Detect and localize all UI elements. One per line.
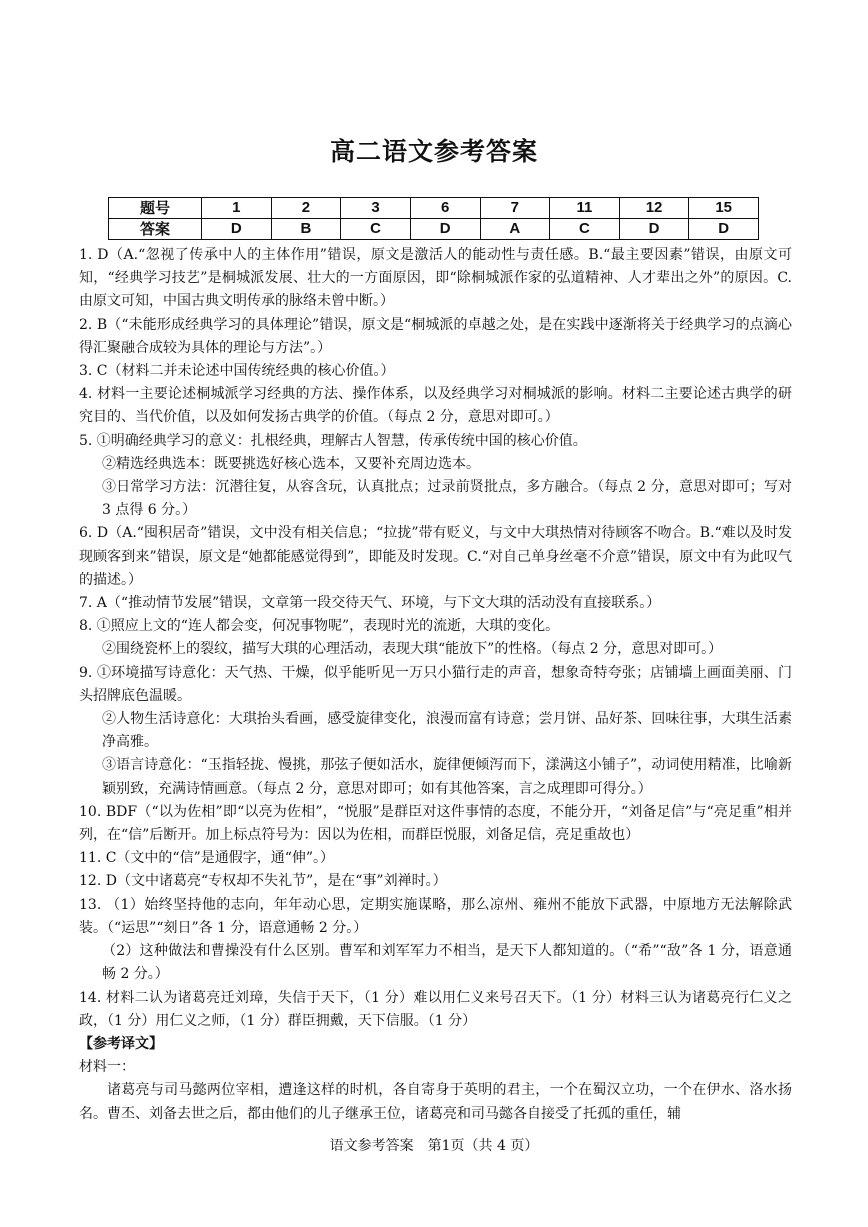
answer-item: 5. ①明确经典学习的意义：扎根经典，理解古人智慧，传承传统中国的核心价值。 <box>79 432 587 449</box>
answer-cell: C <box>550 219 620 240</box>
answer-item: 1. D（A.“忽视了传承中人的主体作用”错误，原文是激活人的能动性与责任感。B.“最主要因素”错误，由原文可知，“经典学习技艺”是桐城派发展、壮大的一方面原因，即“除桐城派作家的弘道精神、人才辈出之外”的原因。C.由原文可知，中国古典文明传承的脉络未曾中断。） <box>79 247 792 310</box>
answer-header: 答案 <box>109 219 202 240</box>
answer-item: ③语言诗意化：“玉指轻拢、慢挑，那弦子便如活水，旋律便倾泻而下，漾满这小铺子”，动词使用精准，比喻新颖别致，充满诗情画意。（每点 2 分，意思对即可；如有其他答案，言之成理即可得分。） <box>102 757 792 797</box>
answer-item: ②人物生活诗意化：大琪抬头看画，感受旋律变化，浪漫而富有诗意；尝月饼、品好茶、回味往事，大琪生活素净高雅。 <box>102 711 792 751</box>
answer-cell: D <box>202 219 272 240</box>
answer-item: 11. C（文中的“信”是通假字，通“伸”。） <box>79 850 335 867</box>
question-number-cell: 2 <box>271 198 341 219</box>
question-number-cell: 7 <box>480 198 550 219</box>
question-number-row <box>109 198 759 219</box>
question-number-cell: 15 <box>689 198 759 219</box>
answer-cell: D <box>619 219 689 240</box>
answer-table <box>108 197 759 240</box>
answer-item: 10. BDF（“以为佐相”即“以亮为佐相”，“悦服”是群臣对这件事情的态度，不能分开，“刘备足信”与“亮足重”相并列，在“信”后断开。加上标点符号为：因以为佐相，而群臣悦服，刘备足信，亮足重故也） <box>79 803 792 844</box>
question-number-cell: 1 <box>202 198 272 219</box>
answer-item: ②精选经典选本：既要挑选好核心选本，又要补充周边选本。 <box>102 455 480 472</box>
page-footer: 语文参考答案 第1页（共 4 页） <box>329 1138 539 1154</box>
page-title: 高二语文参考答案 <box>329 137 538 166</box>
answer-item: （2）这种做法和曹操没有什么区别。曹军和刘军军力不相当，是天下人都知道的。（“希”“敌”各 1 分，语意通畅 2 分。） <box>102 943 792 983</box>
answer-item: 3. C（材料二并未论述中国传统经典的核心价值。） <box>79 363 395 380</box>
answer-item: ③日常学习方法：沉潜往复，从容含玩，认真批点；过录前贤批点，多方融合。（每点 2 分，意思对即可；写对 3 点得 6 分。） <box>102 479 792 519</box>
question-number-cell: 11 <box>550 198 620 219</box>
answer-item: 4. 材料一主要论述桐城派学习经典的方法、操作体系，以及经典学习对桐城派的影响。材料二主要论述古典学的研究目的、当代价值，以及如何发扬古典学的价值。（每点 2 分，意思对即可。） <box>79 386 792 426</box>
answer-item: ②围绕瓷杯上的裂纹，描写大琪的心理活动，表现大琪“能放下”的性格。（每点 2 分，意思对即可。） <box>102 641 723 658</box>
material-label: 材料一： <box>79 1059 135 1076</box>
answer-item: 6. D（A.“囤积居奇”错误，文中没有相关信息；“拉拢”带有贬义，与文中大琪热情对待顾客不吻合。B.“难以及时发现顾客到来”错误，原文是“她都能感觉得到”，即能及时发现。C.“对自己单身丝毫不介意”错误，原文中有为此叹气的描述。） <box>79 525 792 588</box>
answer-items-list <box>79 244 792 1033</box>
answer-item: 14. 材料二认为诸葛亮迁刘璋，失信于天下，（1 分）难以用仁义来号召天下。（1 分）材料三认为诸葛亮行仁义之政，（1 分）用仁义之师，（1 分）群臣拥戴，天下信服。（1 分） <box>79 989 792 1029</box>
answer-explanations <box>79 244 792 1126</box>
answer-item: 2. B（“未能形成经典学习的具体理论”错误，原文是“桐城派的卓越之处，是在实践中逐渐将关于经典学习的点滴心得汇聚融合成较为具体的理论与方法”。） <box>79 316 792 356</box>
answer-cell: D <box>410 219 480 240</box>
question-number-cell: 12 <box>619 198 689 219</box>
answer-item: 8. ①照应上文的“连人都会变，何况事物呢”，表现时光的流逝，大琪的变化。 <box>79 618 560 635</box>
question-number-header: 题号 <box>109 198 202 219</box>
answer-item: 7. A（“推动情节发展”错误，文章第一段交待天气、环境，与下文大琪的活动没有直接联系。） <box>79 595 661 612</box>
reference-translation-heading: 【参考译文】 <box>79 1035 163 1052</box>
question-number-cell: 6 <box>410 198 480 219</box>
answer-item: 12. D（文中诸葛亮“专权却不失礼节”，是在“事”刘禅时。） <box>79 873 447 890</box>
answer-item: 13. （1）始终坚持他的志向，年年动心思，定期实施谋略，那么凉州、雍州不能放下武器，中原地方无法解除武装。（“运思”“刻日”各 1 分，语意通畅 2 分。） <box>79 896 792 936</box>
answer-cell: D <box>689 219 759 240</box>
material-paragraph: 诸葛亮与司马懿两位宰相，遭逢这样的时机，各自寄身于英明的君主，一个在蜀汉立功，一个在伊水、洛水扬名。曹丕、刘备去世之后，都由他们的儿子继承王位，诸葛亮和司马懿各自接受了托孤的重任，辅 <box>79 1082 792 1122</box>
answer-cell: A <box>480 219 550 240</box>
answer-cell: B <box>271 219 341 240</box>
answer-item: 9. ①环境描写诗意化：天气热、干燥，似乎能听见一万只小猫行走的声音，想象奇特夸张；店铺墙上画面美丽、门头招牌底色温暖。 <box>79 664 792 704</box>
answer-row <box>109 219 759 240</box>
question-number-cell: 3 <box>341 198 411 219</box>
answer-cell: C <box>341 219 411 240</box>
